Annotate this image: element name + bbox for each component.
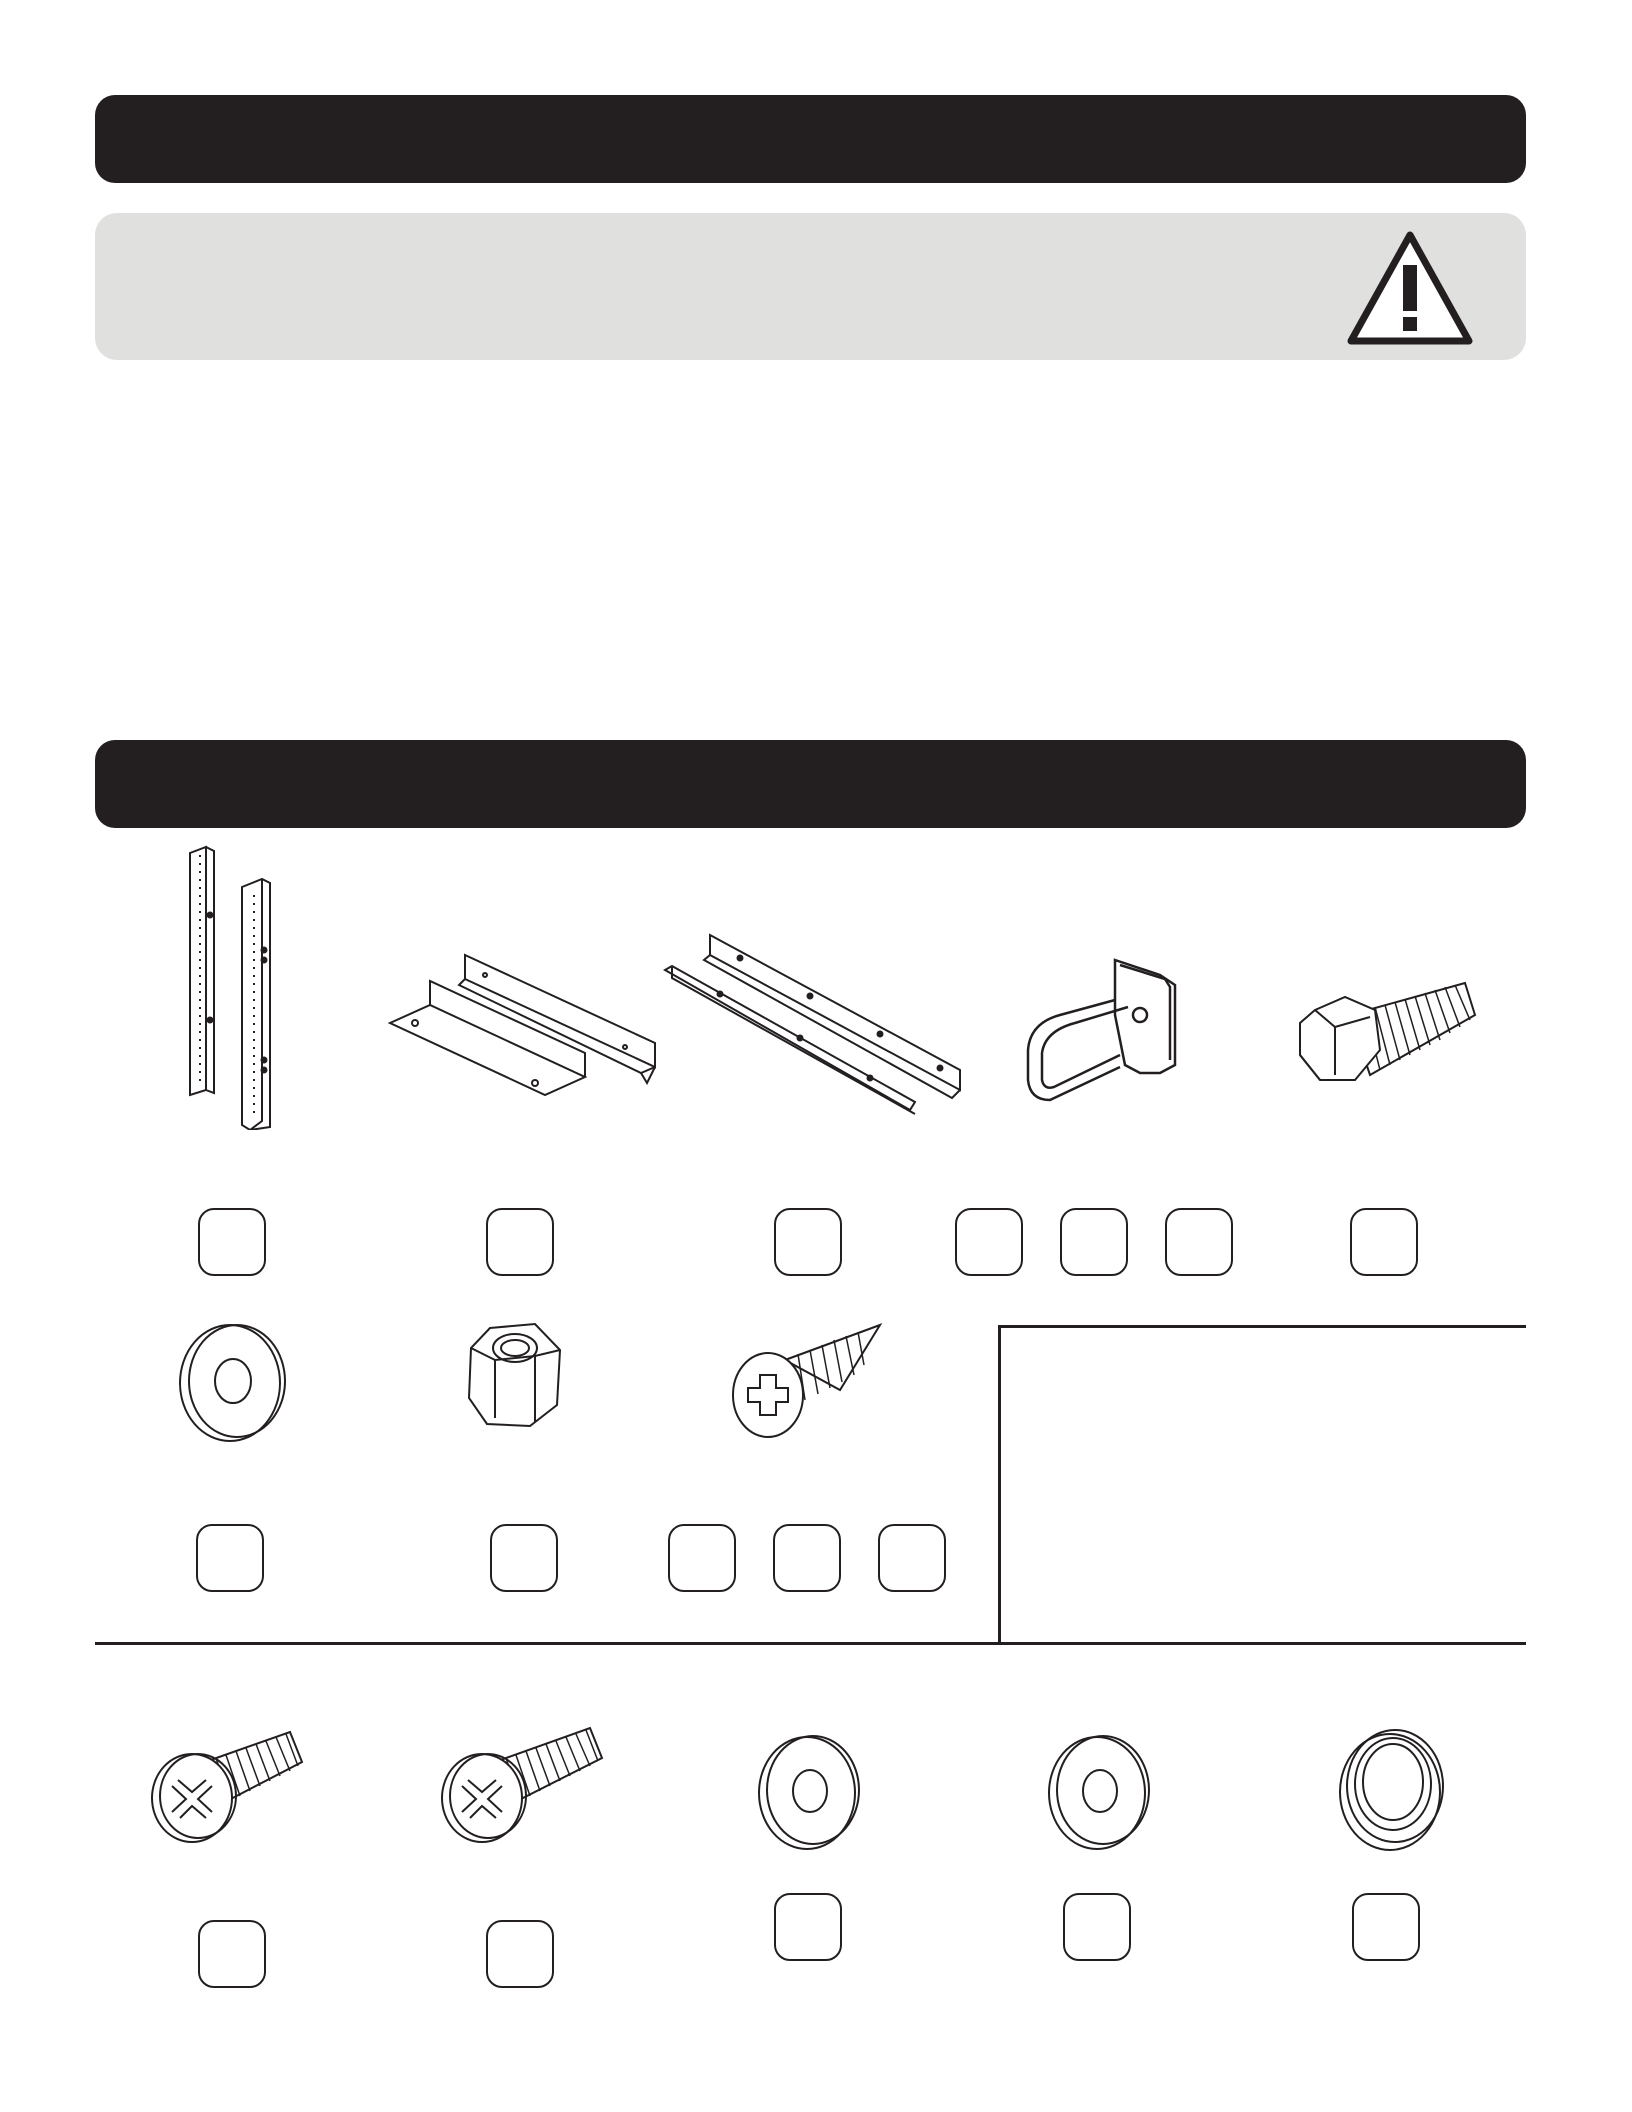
- qty-box: [196, 1524, 264, 1592]
- qty-box: [1063, 1893, 1131, 1961]
- section-divider: [95, 1642, 1526, 1645]
- flat-washer-icon: [1045, 1725, 1155, 1855]
- self-tapping-screw-icon: [730, 1320, 885, 1445]
- qty-box: [198, 1920, 266, 1988]
- qty-box: [773, 1524, 841, 1592]
- qty-box: [1350, 1208, 1418, 1276]
- qty-box: [486, 1920, 554, 1988]
- note-box: [1000, 1330, 1520, 1640]
- qty-box: [486, 1208, 554, 1276]
- qty-box: [490, 1524, 558, 1592]
- qty-box: [1060, 1208, 1128, 1276]
- qty-box: [1165, 1208, 1233, 1276]
- cup-washer-icon: [1335, 1720, 1450, 1855]
- note-box-top-border: [1000, 1325, 1526, 1328]
- qty-box: [198, 1208, 266, 1276]
- qty-box: [774, 1893, 842, 1961]
- angle-bracket-pair-icon: [385, 945, 665, 1115]
- qty-box: [878, 1524, 946, 1592]
- support-rail-pair-icon: [660, 930, 965, 1115]
- cable-hook-icon: [1020, 955, 1185, 1105]
- phillips-screw-icon: [440, 1720, 605, 1845]
- section-header-bar-2: [95, 740, 1526, 828]
- section-header-bar-1: [95, 95, 1526, 183]
- hex-bolt-icon: [1295, 975, 1480, 1115]
- qty-box: [1352, 1893, 1420, 1961]
- qty-box: [774, 1208, 842, 1276]
- phillips-screw-icon: [150, 1720, 305, 1845]
- warning-panel: [95, 213, 1526, 360]
- flat-washer-icon: [755, 1725, 865, 1855]
- qty-box: [668, 1524, 736, 1592]
- qty-box: [955, 1208, 1023, 1276]
- flat-washer-icon: [175, 1315, 290, 1445]
- hex-nut-icon: [465, 1320, 565, 1430]
- rack-rail-pair-icon: [180, 845, 290, 1130]
- warning-triangle-icon: [1345, 229, 1475, 347]
